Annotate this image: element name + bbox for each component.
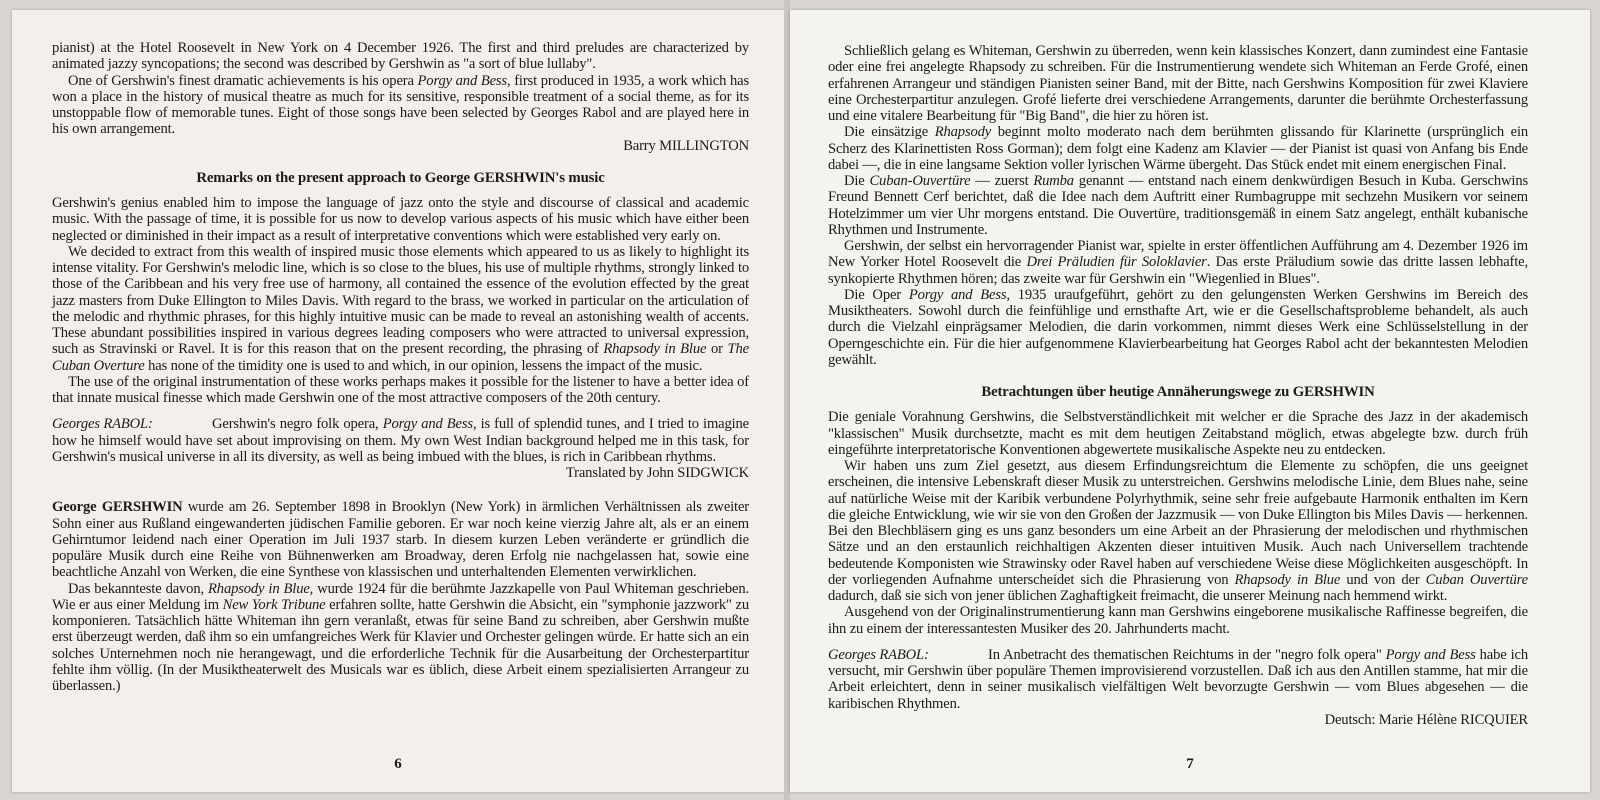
italic-title: Drei Präludien für Soloklavier [1026, 254, 1207, 271]
text-run: Die einsätzige [844, 124, 935, 141]
italic-title: Porgy and Bess [417, 72, 507, 89]
body-paragraph [828, 458, 1528, 604]
italic-title: Rhapsody in Blue [603, 341, 707, 358]
body-paragraph [52, 40, 749, 73]
section-spacer [52, 481, 749, 499]
text-run: , 1935 uraufgeführt, gehört zu den gelungensten Werken Gershwins im Bereich des Musiktheaters. Sowohl durch die feinfühlige und ernsthafte Art, wie er die Gesellschaftsprobleme behandelt, als auch durch die Vielzahl einprägsamer Melodien, die darin vorkommen, nimmt dieses Werk eine Schlüsselstellung in der Operngeschichte ein. Für die hier aufgenommene Klavierbearbeitung hat Georges Rabol acht der bekanntesten Melodien gewählt. [828, 286, 1528, 368]
page-number: 7 [1186, 756, 1194, 772]
text-run: Deutsch: Marie Hélène RICQUIER [1324, 711, 1528, 728]
italic-title: Rhapsody [934, 124, 992, 141]
body-paragraph [828, 238, 1528, 287]
body-paragraph [52, 244, 749, 374]
body-paragraph [52, 581, 749, 695]
text-run: Wir haben uns zum Ziel gesetzt, aus diesem Erfindungsreichtum die Elemente zu schöpfen, die uns geeignet erscheinen, die intensive Lebenskraft dieser Musik zu unterstreichen. Gershwins melodische Linie, dem Blues nahe, seine auf natürliche Weise mit der Karibik verbundene Polyrhythmik, seine sehr freie aufgebaute Harmonik enthalten im Kern die gleiche Entwicklung, wie wir sie von den Großen der Jazzmusik — von Duke Ellington bis Miles Davis — herkennen. Bei den Blechbläsern ging es uns ganz besonders um eine Arbeit an der Phrasierung der melodischen und rhythmischen Sätze und an den erstaunlich reichhaltigen Akzenten dieser intuitiven Musik. Auch nach Universellem trachtende bedeutende Komponisten wie Strawinsky oder Ravel haben auf verschiedene Weise diese Möglichkeiten ausgeschöpft. In der vorliegenden Aufnahme unterscheidet sich die Phrasierung von [828, 458, 1528, 588]
body-paragraph [828, 173, 1528, 238]
text-run: Remarks on the present approach to George GERSHWIN's music [196, 169, 605, 186]
body-paragraph [52, 374, 749, 407]
text-run: Die [844, 173, 870, 189]
text-run: erfahren sollte, hatte Gershwin die Absicht, ein "symphonie jazzwork" zu komponieren. Tatsächlich hätte Whiteman ihn gern veranlaßt, etwas für seine Band zu schreiben, aber Gershwin mußte erst überzeugt werden, daß ihm so ein umfangreiches Werk für Klavier und Orchester gelingen würde. Er hatte sich an ein solches Unternehmen noch nie herangewagt, und die erforderliche Technik für die Ausarbeitung der Orchesterpartitur fehlte ihm völlig. (In der Musiktheaterwelt des Musicals war es üblich, diese Arbeit einem spezialisierten Arrangeur zu überlassen.) [52, 596, 749, 694]
body-paragraph [828, 604, 1528, 637]
text-run: We decided to extract from this wealth of inspired music those elements which appeared to us as likely to highlight its intense vitality. For Gershwin's melodic line, which is so close to the blues, his use of multiple rhythms, strongly linked to those of the Caribbean and his very free use of harmony, all contained the essence of the evolution effected by the great jazz masters from Duke Ellington to Miles Davis. With regard to the brass, we worked in particular on the articulation of the melodic and rhythmic phrases, for this highly intuitive music can be made to reveal an astonishing wealth of accents. These abundant possibilities inspired in various degrees leading composers who were attracted to universal expression, such as Stravinski or Ravel. It is for this reason that on the present recording, the phrasing of [52, 243, 749, 358]
text-run: Translated by John SIDGWICK [565, 465, 749, 481]
text-run: In Anbetracht des thematischen Reichtums in der "negro folk opera" [988, 646, 1386, 663]
italic-title: Porgy and Bess [908, 286, 1007, 303]
italic-title: Porgy and Bess [382, 416, 473, 433]
text-run: The use of the original instrumentation of these works perhaps makes it possible for the listener to have a better idea of that innate musical finesse which made Gershwin one of the most attractive composers of the 20th century. [52, 373, 749, 406]
text-run: Betrachtungen über heutige Annäherungswege zu GERSHWIN [981, 384, 1375, 400]
italic-title: Rhapsody in Blue [1234, 571, 1341, 588]
speaker-label: Georges RABOL: [828, 646, 929, 663]
text-run: und von der [1340, 571, 1426, 588]
italic-title: Porgy and Bess [1385, 646, 1476, 663]
text-run: or [706, 341, 728, 358]
body-paragraph [52, 499, 749, 580]
text-run: Gershwin's negro folk opera, [212, 416, 383, 433]
author-signature [52, 465, 749, 481]
italic-title: The Cuban Overture [52, 341, 749, 374]
text-run: has none of the timidity one is used to and which, in our opinion, lessens the impact of the music. [144, 357, 703, 374]
section-heading [52, 170, 749, 186]
body-paragraph [52, 195, 749, 244]
text-run: , first produced in 1935, a work which has won a place in the history of musical theatre as much for its sensitive, responsible treatment of a social theme, as for its unstoppable flow of memorable tunes. Eight of those songs have been selected by Georges Rabol and are played here in his own arrangement. [52, 72, 749, 138]
body-paragraph [828, 43, 1528, 124]
text-run: . Das erste Präludium sowie das dritte lassen lebhafte, synkopierte Rhythmen hören; das zweite war für Gershwin ein "Wiegenlied in Blues". [828, 254, 1528, 287]
booklet-page-right [790, 10, 1590, 792]
text-run: habe ich versucht, mir Gershwin über populäre Themen improvisierend vorzustellen. Daß ich aus den Antillen stamme, hat mir die Arbeit erleichtert, denn in seiner musikalisch vielfältigen Welt bevorzugte Gershwin — vom Blues abgesehen — die karibischen Rhythmen. [828, 646, 1528, 712]
page-number: 6 [394, 756, 402, 772]
text-run: wurde am 26. September 1898 in Brooklyn (New York) in ärmlichen Verhältnissen als zweiter Sohn einer aus Rußland eingewanderten jüdischen Familie geboren. Er war noch keine vierzig Jahre alt, als er an einem Gehirntumor leidend nach einer Operation im Juli 1937 starb. In diesem kurzen Leben veränderte er gründlich die populäre Musik durch eine Reihe von Bühnenwerken am Broadway, deren Erfolg nie nachgelassen hat, sowie eine beachtliche Anzahl von Werken, die eine Synthese von klassischen und unterhaltenden Elementen verwirklichen. [52, 499, 749, 581]
text-run: beginnt molto moderato nach dem berühmten glissando für Klarinette (ursprünglich ein Scherz des Klarinettisten Ross Gorman); dem folgt eine Kadenz am Klavier — der Pianist ist quasi von Anfang bis Ende dabei —, die in eine langsame Sektion voller lyrischen Wärme übergeht. Das Stück endet mit einem energischen Final. [828, 124, 1529, 173]
body-paragraph [828, 287, 1528, 368]
italic-title: New York Tribune [222, 596, 326, 613]
italic-title: Cuban Ouvertüre [1425, 571, 1529, 588]
text-run: , wurde 1924 für die berühmte Jazzkapelle von Paul Whiteman geschrieben. Wie er aus einer Meldung im [52, 580, 749, 613]
text-run: , is full of splendid tunes, and I tried to imagine how he himself would have set about improvising on them. My own West Indian background helped me in this task, for Gershwin's musical universe in all its diversity, as well as being imbued with the blues, is rich in Caribbean rhythms. [52, 416, 749, 465]
author-signature [52, 138, 749, 154]
text-run: Gershwin's genius enabled him to impose the language of jazz onto the style and discourse of classical and academic music. With the passage of time, it is possible for us now to develop various aspects of his music which have either been neglected or diminished in their impact as a result of interpretative conventions which were established very early on. [52, 195, 749, 244]
text-run: dadurch, daß sie sich von jener üblichen Zaghaftigkeit freimacht, die unserer Meinung nach hemmend wirkt. [828, 588, 1448, 604]
text-run: Schließlich gelang es Whiteman, Gershwin zu überreden, wenn kein klassisches Konzert, dann zumindest eine Fantasie oder eine frei angelegte Rhapsody zu schreiben. Für die Instrumentierung wendete sich Whiteman an Ferde Grofé, einen erfahrenen Arrangeur und ständigen Pianisten seiner Band, mit der Bitte, nach Gershwins Komposition für zwei Klaviere eine Orchesterpartitur anzulegen. Grofé lieferte drei verschiedene Arrangements, darunter die berühmte Orchesterfassung und eine vitalere Bearbeitung für "Big Band", die hier zu hören ist. [828, 43, 1528, 124]
italic-title: Rumba [1033, 173, 1074, 189]
author-signature [828, 712, 1528, 728]
artist-statement [828, 647, 1528, 712]
text-run: genannt — entstand nach einem denkwürdigen Besuch in Kuba. Gerschwins Freund Bennett Cerf berichtet, daß die Idee nach dem Auftritt einer Rumbagruppe mit sechzehn Musikern vor seinem Hotelzimmer um vier Uhr morgens entstand. Die Ouvertüre, traditionsgemäß in einem Satz angelegt, enthält kubanische Rhythmen und Instrumente. [828, 173, 1528, 238]
page-text-column [828, 43, 1528, 728]
italic-title: Rhapsody in Blue [208, 580, 310, 597]
speaker-label: Georges RABOL: [52, 416, 153, 433]
text-run: Gershwin, der selbst ein hervorragender Pianist war, spielte in erster öffentlichen Aufführung am 4. Dezember 1926 im New Yorker Hotel Roosevelt die [828, 238, 1528, 271]
body-paragraph [828, 124, 1528, 173]
booklet-page-left [12, 10, 784, 792]
text-run: Die geniale Vorahnung Gershwins, die Selbstverständlichkeit mit welcher er die Sprache des Jazz in der akademisch "klassischen" Musik durchsetzte, macht es mit dem heutigen Zeitabstand möglich, etwas abgelegte bzw. durch früh eingeführte interpretatorische Konventionen abgewertete musikalische Aspekte neu zu entdecken. [828, 409, 1528, 458]
text-run: Die Oper [844, 286, 909, 303]
body-paragraph [828, 409, 1528, 458]
text-run: pianist) at the Hotel Roosevelt in New York on 4 December 1926. The first and third preludes are characterized by animated jazzy syncopations; the second was described by Gershwin as "a sort of blue lullaby". [52, 40, 749, 73]
italic-title: Cuban-Ouvertüre [869, 173, 971, 189]
text-run: One of Gershwin's finest dramatic achievements is his opera [68, 72, 418, 89]
text-run: Das bekannteste davon, [68, 580, 209, 597]
text-run: Barry MILLINGTON [623, 137, 749, 154]
artist-statement [52, 416, 749, 465]
text-run: — zuerst [970, 173, 1034, 189]
text-run: Ausgehend von der Originalinstrumentierung kann man Gershwins eingeborene musikalische Raffinesse begreifen, die ihn zu einem der interessantesten Musiker des 20. Jahrhunderts macht. [828, 604, 1528, 637]
bold-name: George GERSHWIN [52, 499, 183, 516]
body-paragraph [52, 73, 749, 138]
page-text-column [52, 40, 749, 694]
section-heading [828, 384, 1528, 400]
